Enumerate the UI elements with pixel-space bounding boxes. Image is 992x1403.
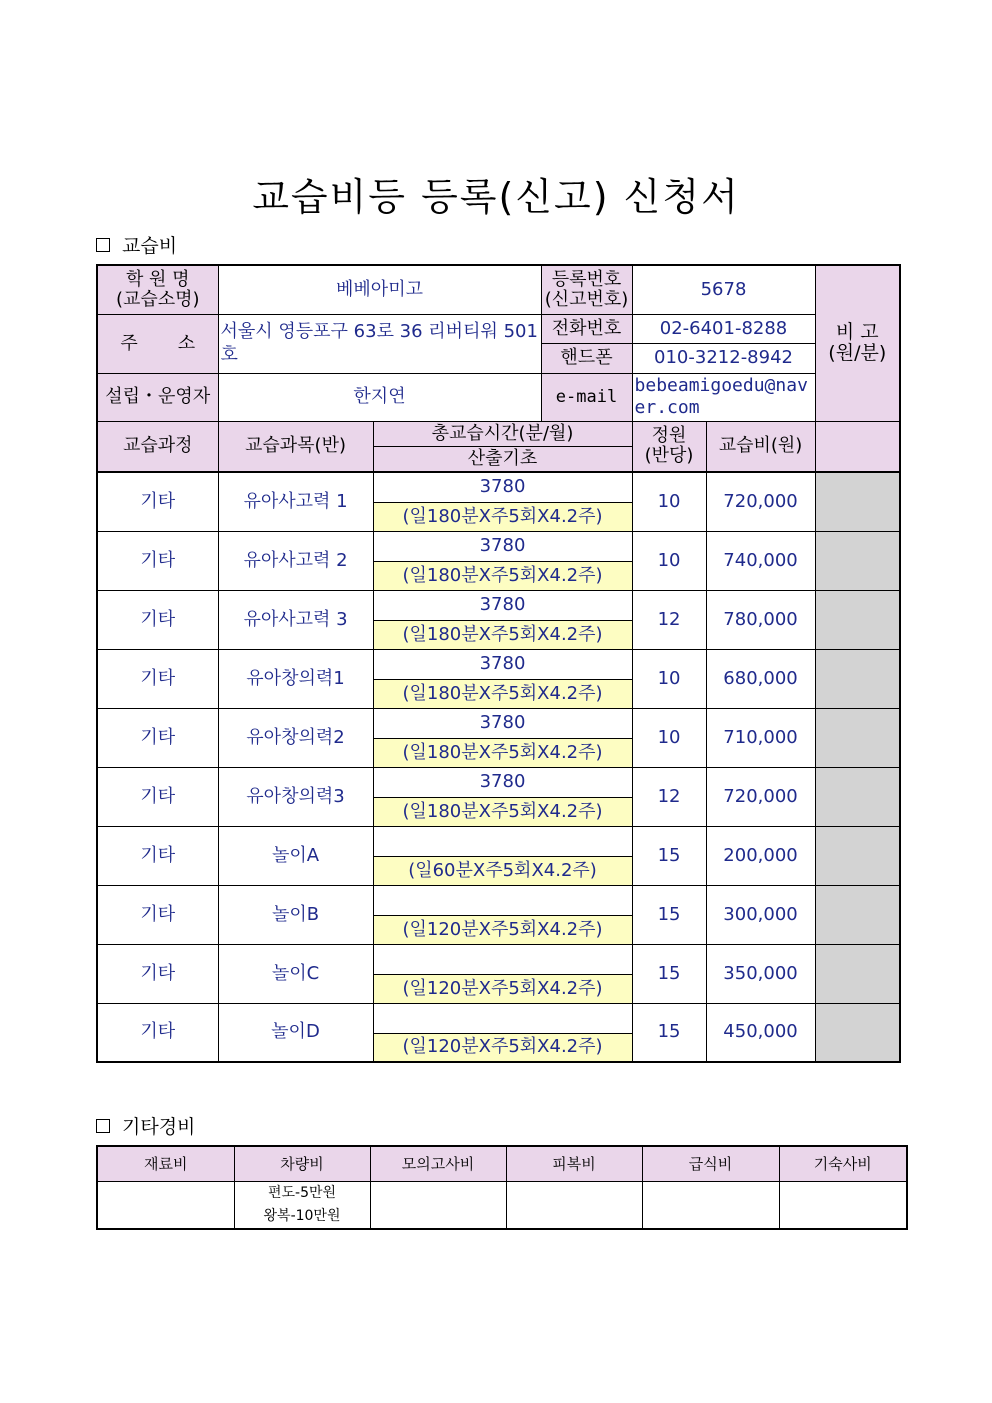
hours-cell: 3780 bbox=[373, 472, 632, 502]
capacity-cell: 10 bbox=[632, 472, 706, 531]
address-value: 서울시 영등포구 63로 36 리버티워 501호 bbox=[218, 314, 541, 373]
extra-cost-header: 기숙사비 bbox=[779, 1146, 907, 1182]
course-cell: 기타 bbox=[97, 531, 218, 590]
subject-cell: 유아창의력3 bbox=[218, 767, 373, 826]
other-costs-table bbox=[96, 1145, 908, 1230]
hours-cell bbox=[373, 944, 632, 974]
basis-cell: (일180분X주5회X4.2주) bbox=[373, 679, 632, 708]
page-title: 교습비등 등록(신고) 신청서 bbox=[252, 175, 740, 219]
fee-cell: 780,000 bbox=[706, 590, 815, 649]
fee-cell: 300,000 bbox=[706, 885, 815, 944]
email-value: bebeamigoedu@naver.com bbox=[632, 373, 815, 421]
extra-cost-value bbox=[506, 1182, 642, 1229]
col-header-subject: 교습과목(반) bbox=[218, 421, 373, 472]
basis-cell: (일60분X주5회X4.2주) bbox=[373, 856, 632, 885]
fee-cell: 450,000 bbox=[706, 1003, 815, 1062]
fee-cell: 720,000 bbox=[706, 472, 815, 531]
basis-cell: (일180분X주5회X4.2주) bbox=[373, 738, 632, 767]
hours-cell bbox=[373, 826, 632, 856]
phone-label: 전화번호 bbox=[541, 314, 632, 343]
capacity-cell: 15 bbox=[632, 1003, 706, 1062]
extra-cost-header: 재료비 bbox=[97, 1146, 234, 1182]
fee-cell: 680,000 bbox=[706, 649, 815, 708]
subject-cell: 유아사고력 3 bbox=[218, 590, 373, 649]
extra-cost-value bbox=[97, 1182, 234, 1229]
capacity-cell: 15 bbox=[632, 885, 706, 944]
section-header-tuition bbox=[96, 231, 177, 258]
remarks-cell bbox=[815, 649, 900, 708]
section-label: 교습비 bbox=[122, 235, 178, 257]
course-cell: 기타 bbox=[97, 944, 218, 1003]
subject-cell: 유아사고력 1 bbox=[218, 472, 373, 531]
section-label: 기타경비 bbox=[122, 1116, 196, 1138]
course-cell: 기타 bbox=[97, 472, 218, 531]
capacity-cell: 12 bbox=[632, 767, 706, 826]
email-label: e-mail bbox=[541, 373, 632, 421]
course-cell: 기타 bbox=[97, 708, 218, 767]
capacity-cell: 10 bbox=[632, 649, 706, 708]
extra-cost-header: 차량비 bbox=[234, 1146, 370, 1182]
fee-cell: 740,000 bbox=[706, 531, 815, 590]
hours-cell: 3780 bbox=[373, 708, 632, 738]
tuition-table bbox=[96, 264, 901, 1063]
remarks-cell bbox=[815, 1003, 900, 1062]
col-header-course: 교습과정 bbox=[97, 421, 218, 472]
col-header-hours: 총교습시간(분/월) bbox=[373, 421, 632, 446]
subject-cell: 놀이D bbox=[218, 1003, 373, 1062]
hours-cell: 3780 bbox=[373, 649, 632, 679]
extra-cost-header: 모의고사비 bbox=[370, 1146, 506, 1182]
capacity-cell: 15 bbox=[632, 826, 706, 885]
subject-cell: 유아창의력2 bbox=[218, 708, 373, 767]
founder-value: 한지연 bbox=[218, 373, 541, 421]
section-header-other-costs bbox=[96, 1112, 195, 1139]
checkbox-icon bbox=[96, 1119, 110, 1133]
subject-cell: 놀이C bbox=[218, 944, 373, 1003]
capacity-cell: 12 bbox=[632, 590, 706, 649]
extra-cost-value bbox=[370, 1182, 506, 1229]
phone-value: 02-6401-8288 bbox=[632, 314, 815, 343]
basis-cell: (일180분X주5회X4.2주) bbox=[373, 797, 632, 826]
basis-cell: (일120분X주5회X4.2주) bbox=[373, 974, 632, 1003]
fee-cell: 720,000 bbox=[706, 767, 815, 826]
basis-cell: (일120분X주5회X4.2주) bbox=[373, 1033, 632, 1062]
registration-number-value: 5678 bbox=[632, 265, 815, 314]
extra-cost-value bbox=[779, 1182, 907, 1229]
capacity-cell: 15 bbox=[632, 944, 706, 1003]
extra-cost-header: 피복비 bbox=[506, 1146, 642, 1182]
fee-cell: 200,000 bbox=[706, 826, 815, 885]
basis-cell: (일180분X주5회X4.2주) bbox=[373, 620, 632, 649]
remarks-cell bbox=[815, 590, 900, 649]
extra-cost-value bbox=[642, 1182, 779, 1229]
course-cell: 기타 bbox=[97, 767, 218, 826]
col-header-basis: 산출기초 bbox=[373, 446, 632, 472]
subject-cell: 유아창의력1 bbox=[218, 649, 373, 708]
subject-cell: 유아사고력 2 bbox=[218, 531, 373, 590]
fee-cell: 350,000 bbox=[706, 944, 815, 1003]
remarks-label: 비 고 (원/분) bbox=[815, 265, 900, 421]
capacity-cell: 10 bbox=[632, 708, 706, 767]
academy-name-value: 베베아미고 bbox=[218, 265, 541, 314]
hours-cell bbox=[373, 1003, 632, 1033]
course-cell: 기타 bbox=[97, 590, 218, 649]
hours-cell: 3780 bbox=[373, 590, 632, 620]
extra-cost-header: 급식비 bbox=[642, 1146, 779, 1182]
extra-cost-value: 편도-5만원 왕복-10만원 bbox=[234, 1182, 370, 1229]
basis-cell: (일120분X주5회X4.2주) bbox=[373, 915, 632, 944]
subject-cell: 놀이B bbox=[218, 885, 373, 944]
remarks-cell bbox=[815, 531, 900, 590]
fee-cell: 710,000 bbox=[706, 708, 815, 767]
course-cell: 기타 bbox=[97, 1003, 218, 1062]
col-header-capacity: 정원 (반당) bbox=[632, 421, 706, 472]
academy-name-label: 학 원 명 (교습소명) bbox=[97, 265, 218, 314]
basis-cell: (일180분X주5회X4.2주) bbox=[373, 502, 632, 531]
course-cell: 기타 bbox=[97, 826, 218, 885]
checkbox-icon bbox=[96, 238, 110, 252]
founder-label: 설립・운영자 bbox=[97, 373, 218, 421]
remarks-cell bbox=[815, 944, 900, 1003]
basis-cell: (일180분X주5회X4.2주) bbox=[373, 561, 632, 590]
remarks-cell bbox=[815, 472, 900, 531]
course-cell: 기타 bbox=[97, 885, 218, 944]
capacity-cell: 10 bbox=[632, 531, 706, 590]
col-header-fee: 교습비(원) bbox=[706, 421, 815, 472]
address-label: 주 소 bbox=[97, 314, 218, 373]
mobile-label: 핸드폰 bbox=[541, 343, 632, 373]
remarks-cell bbox=[815, 826, 900, 885]
remarks-cell bbox=[815, 708, 900, 767]
registration-number-label: 등록번호 (신고번호) bbox=[541, 265, 632, 314]
hours-cell: 3780 bbox=[373, 531, 632, 561]
hours-cell bbox=[373, 885, 632, 915]
subject-cell: 놀이A bbox=[218, 826, 373, 885]
remarks-cell bbox=[815, 885, 900, 944]
remarks-header-spacer bbox=[815, 421, 900, 472]
hours-cell: 3780 bbox=[373, 767, 632, 797]
remarks-cell bbox=[815, 767, 900, 826]
mobile-value: 010-3212-8942 bbox=[632, 343, 815, 373]
course-cell: 기타 bbox=[97, 649, 218, 708]
